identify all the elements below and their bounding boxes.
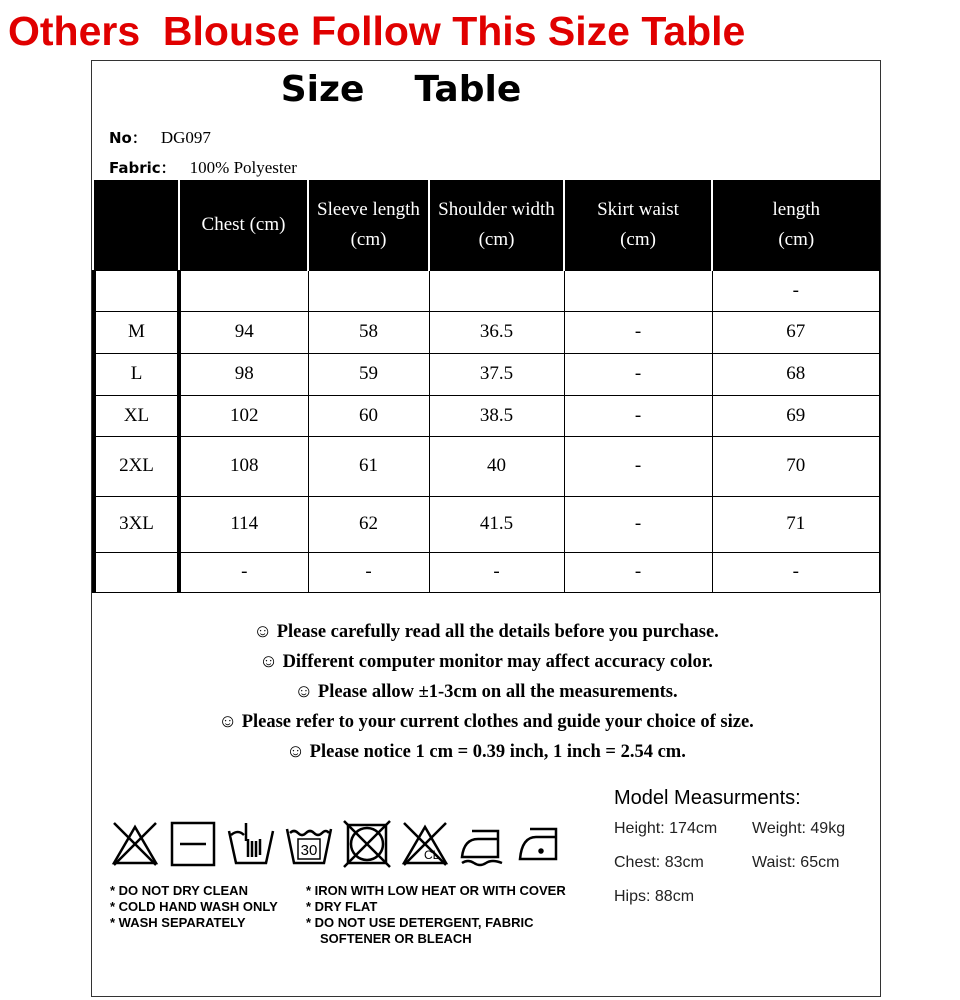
table-row xyxy=(94,395,880,436)
text-line: * DO NOT USE DETERGENT, FABRIC xyxy=(306,915,534,930)
value-cell: 102 xyxy=(179,395,308,436)
value-cell: - xyxy=(712,552,880,592)
iron-low-cover-icon xyxy=(458,819,508,869)
value-cell: 114 xyxy=(179,496,308,552)
value-cell: 38.5 xyxy=(429,395,564,436)
size-cell: XL xyxy=(94,395,179,436)
value-cell: 59 xyxy=(308,353,429,395)
no-tumble-dry-icon xyxy=(342,819,392,869)
fabric-label: Fabric： xyxy=(109,159,176,177)
text-line: * IRON WITH LOW HEAT OR WITH COVER xyxy=(306,883,566,898)
dry-flat-icon xyxy=(168,819,218,869)
model-height: Height: 174cm xyxy=(614,820,718,837)
notes xyxy=(92,617,880,767)
page-title: Size Table xyxy=(280,69,522,110)
wash-temp: 30 xyxy=(300,842,318,859)
header-size xyxy=(94,180,179,270)
text-line: * DO NOT DRY CLEAN xyxy=(110,883,248,898)
text-line: ☺ Please carefully read all the details before you purchase. xyxy=(253,622,719,642)
value-cell: 108 xyxy=(179,436,308,496)
table-row xyxy=(94,552,880,592)
model-title: Model Measurments: xyxy=(614,787,801,809)
value-cell: 60 xyxy=(308,395,429,436)
header-cell xyxy=(179,180,308,270)
header-label: Chest (cm) xyxy=(201,213,286,235)
table-row xyxy=(94,353,880,395)
value-cell: 69 xyxy=(712,395,880,436)
no-value: DG097 xyxy=(160,128,211,147)
banner-title: Others Blouse Follow This Size Table xyxy=(8,8,746,54)
care-instructions-right xyxy=(306,883,566,947)
value-cell xyxy=(564,270,712,311)
value-cell: - xyxy=(564,552,712,592)
header-label: length xyxy=(772,198,820,220)
text-line: * DRY FLAT xyxy=(306,899,378,914)
value-cell: 58 xyxy=(308,311,429,353)
value-cell: 62 xyxy=(308,496,429,552)
value-cell: 67 xyxy=(712,311,880,353)
header-label: (cm) xyxy=(478,228,515,250)
table-row xyxy=(94,436,880,496)
no-label: No： xyxy=(109,129,147,147)
header-label: (cm) xyxy=(620,228,656,250)
header-label: Skirt waist xyxy=(597,198,679,220)
model-weight: Weight: 49kg xyxy=(752,820,846,837)
text-line: ☺ Please refer to your current clothes and guide your choice of size. xyxy=(218,712,754,732)
value-cell xyxy=(308,270,429,311)
size-table xyxy=(92,180,880,593)
header-cell xyxy=(564,180,712,270)
no-dry-clean-icon xyxy=(110,819,160,869)
header-cell xyxy=(308,180,429,270)
table-row xyxy=(94,496,880,552)
care-icons xyxy=(110,819,566,869)
fabric-value: 100% Polyester xyxy=(189,158,297,177)
value-cell: - xyxy=(564,436,712,496)
header-label: Shoulder width xyxy=(438,198,555,220)
hand-wash-icon xyxy=(226,819,276,869)
model-chest: Chest: 83cm xyxy=(614,854,704,871)
value-cell: - xyxy=(564,311,712,353)
table-row xyxy=(94,270,880,311)
text-line: * WASH SEPARATELY xyxy=(110,915,246,930)
value-cell: 61 xyxy=(308,436,429,496)
value-cell xyxy=(179,270,308,311)
size-cell: M xyxy=(94,311,179,353)
text-line: * COLD HAND WASH ONLY xyxy=(110,899,278,914)
model-waist: Waist: 65cm xyxy=(752,854,840,871)
text-line: ☺ Please notice 1 cm = 0.39 inch, 1 inch = 2.54 cm. xyxy=(286,742,686,762)
value-cell: 37.5 xyxy=(429,353,564,395)
no-bleach-icon xyxy=(400,819,450,869)
table-row xyxy=(94,311,880,353)
text-line: ☺ Please allow ±1-3cm on all the measurements. xyxy=(294,682,678,702)
size-cell: 3XL xyxy=(94,496,179,552)
wash-30-icon xyxy=(284,819,334,869)
svg-text:CL: CL xyxy=(424,848,440,862)
header-cell xyxy=(712,180,880,270)
size-cell xyxy=(94,552,179,592)
size-table-frame xyxy=(91,60,881,997)
size-cell: 2XL xyxy=(94,436,179,496)
value-cell: - xyxy=(308,552,429,592)
model-hips: Hips: 88cm xyxy=(614,888,695,905)
value-cell: - xyxy=(564,496,712,552)
value-cell: 94 xyxy=(179,311,308,353)
header-cell xyxy=(429,180,564,270)
value-cell: 98 xyxy=(179,353,308,395)
value-cell: - xyxy=(564,395,712,436)
value-cell: 68 xyxy=(712,353,880,395)
value-cell: - xyxy=(712,270,880,311)
care-instructions-left xyxy=(110,883,278,931)
size-cell xyxy=(94,270,179,311)
iron-low-heat-icon xyxy=(516,819,566,869)
size-cell: L xyxy=(94,353,179,395)
header-label: (cm) xyxy=(350,228,387,250)
value-cell: 71 xyxy=(712,496,880,552)
model-measurements xyxy=(614,787,890,922)
header-label: Sleeve length xyxy=(317,198,420,220)
value-cell: - xyxy=(429,552,564,592)
text-line: ☺ Different computer monitor may affect accuracy color. xyxy=(259,652,713,672)
product-number xyxy=(109,127,211,148)
value-cell: 41.5 xyxy=(429,496,564,552)
value-cell: 40 xyxy=(429,436,564,496)
fabric xyxy=(109,157,297,178)
header-label: (cm) xyxy=(778,228,815,250)
value-cell: 36.5 xyxy=(429,311,564,353)
value-cell: - xyxy=(179,552,308,592)
value-cell: - xyxy=(564,353,712,395)
value-cell xyxy=(429,270,564,311)
text-line: SOFTENER OR BLEACH xyxy=(320,931,472,946)
value-cell: 70 xyxy=(712,436,880,496)
